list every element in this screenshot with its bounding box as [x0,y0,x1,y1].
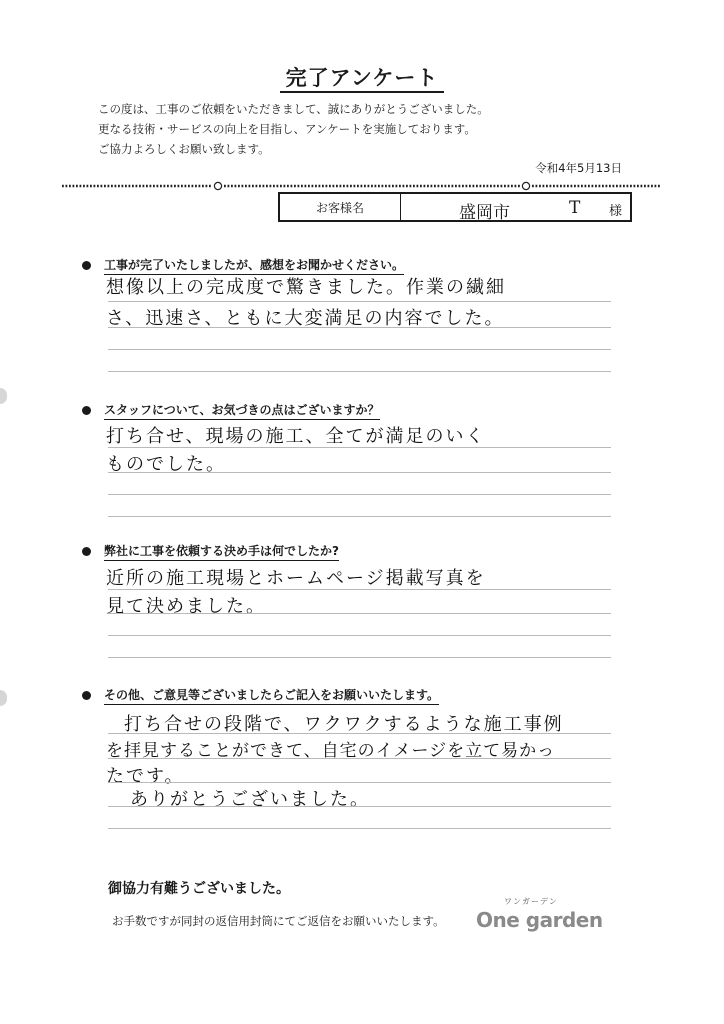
answer-1-line-1: 想像以上の完成度で驚きました。作業の繊細 [106,277,506,298]
question-2-text: スタッフについて、お気づきの点はございますか？ [104,401,380,420]
question-3-text: 弊社に工事を依頼する決め手は何でしたか? [104,542,339,561]
answer-4-line-3: たです。 [106,766,185,787]
question-2 [82,401,380,420]
intro-line-1: この度は、工事のご依頼をいただきまして、誠にありがとうございました。 [98,102,489,116]
answer-2-line-2: ものでした。 [106,454,226,475]
answer-rule [108,516,611,517]
scan-edge-mark [0,690,7,706]
answer-rule [108,494,611,495]
intro-line-3: ご協力よろしくお願い致します。 [98,142,270,156]
answer-rule [108,371,611,372]
page-title: 完了アンケート [0,62,724,92]
answer-rule [108,635,611,636]
answer-4-line-1: 打ち合せの段階で、ワクワクするような施工事例 [124,714,564,735]
customer-name-box [278,192,632,222]
answer-rule [108,806,611,807]
answer-4-line-2: を拝見することができて、自宅のイメージを立て易かっ [106,741,556,761]
answer-rule [108,782,611,783]
answer-rule [108,657,611,658]
answer-4-line-4: ありがとうございました。 [130,789,370,810]
bullet-icon [82,261,91,270]
bullet-icon [82,406,91,415]
bullet-icon [82,691,91,700]
answer-rule [108,828,611,829]
answer-3-line-2: 見て決めました。 [106,596,266,617]
scan-edge-mark [0,388,7,404]
answer-rule [108,613,611,614]
customer-honorific: 様 [608,204,622,219]
answer-rule [108,758,611,759]
survey-date: 令和4年5月13日 [535,161,622,175]
customer-city: 盛岡市 [459,203,510,223]
answer-rule [108,327,611,328]
answer-rule [108,472,611,473]
customer-value [401,194,630,223]
company-logo: One garden [476,908,603,932]
question-3 [82,542,339,561]
question-1-text: 工事が完了いたしましたが、感想をお聞かせください。 [104,256,404,275]
answer-rule [108,589,611,590]
return-note: お手数ですが同封の返信用封筒にてご返信をお願いいたします。 [112,914,445,928]
answer-1-line-2: さ、迅速さ、ともに大変満足の内容でした。 [106,308,505,329]
customer-initial: T [569,198,581,218]
customer-label: お客様名 [280,194,401,220]
answer-rule [108,447,611,448]
closing-thanks: 御協力有難うございました。 [108,881,290,897]
answer-rule [108,349,611,350]
question-4-text: その他、ご意見等ございましたらご記入をお願いいたします。 [104,686,439,705]
answer-rule [108,301,611,302]
intro-line-2: 更なる技術・サービスの向上を目指し、アンケートを実施しております。 [98,122,476,136]
bullet-icon [82,547,91,556]
decorative-divider [62,181,660,191]
answer-2-line-1: 打ち合せ、現場の施工、全てが満足のいく [106,426,486,447]
question-4 [82,686,439,705]
logo-kana: ワンガーデン [504,897,558,906]
answer-3-line-1: 近所の施工現場とホームページ掲載写真を [106,568,486,589]
answer-rule [108,733,611,734]
